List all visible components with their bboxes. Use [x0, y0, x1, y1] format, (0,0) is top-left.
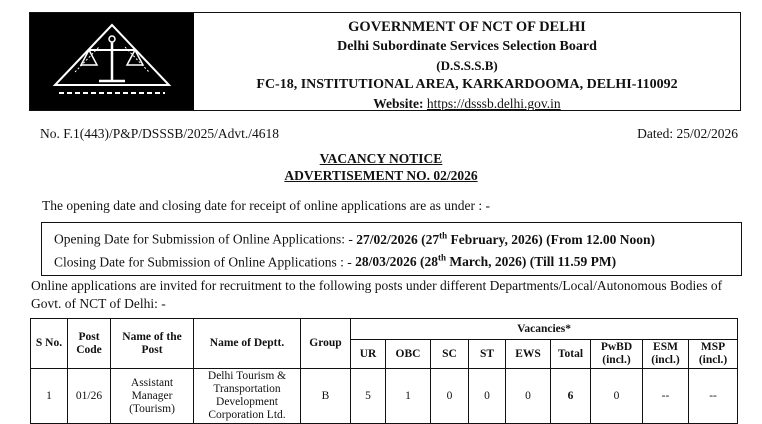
cell-post-name: Assistant Manager (Tourism)	[111, 369, 194, 424]
invitation-text: Online applications are invited for recruitment to the following posts under different Departments/Local/Autonomous Bodies of Govt. of NCT of Delhi: -	[31, 278, 723, 311]
col-header-vacancies: Vacancies*	[351, 319, 738, 340]
col-header-s-no: S No.	[31, 319, 68, 369]
cell-post-code: 01/26	[68, 369, 111, 424]
website-line	[194, 94, 740, 113]
board-title: Delhi Subordinate Services Selection Board	[337, 39, 597, 54]
col-header-ur: UR	[351, 340, 386, 369]
cell-esm: --	[643, 369, 689, 424]
closing-date-line: Closing Date for Submission of Online Applications : - 28/03/2026 (28th March, 2026) (Till 11.59 PM)	[54, 252, 617, 269]
letterhead-text	[194, 13, 740, 110]
cell-s-no: 1	[31, 369, 68, 424]
opening-date-line: Opening Date for Submission of Online Applications: - 27/02/2026 (27th February, 2026) (From 12.00 Noon)	[54, 230, 655, 247]
dated-label: Dated: 25/02/2026	[637, 126, 738, 141]
dsssb-logo	[30, 13, 194, 110]
col-header-esm: ESM (incl.)	[643, 340, 689, 369]
opening-date-label: Opening Date for Submission of Online Applications: -	[54, 231, 357, 247]
advertisement-number: ADVERTISEMENT NO. 02/2026	[284, 167, 478, 183]
letterhead	[29, 12, 741, 111]
col-header-ews: EWS	[506, 340, 551, 369]
notice-title: VACANCY NOTICE	[319, 151, 443, 166]
intro-text: The opening date and closing date for receipt of online applications are as under : -	[42, 198, 490, 213]
cell-obc: 1	[386, 369, 431, 424]
website-link[interactable]: https://dsssb.delhi.gov.in	[426, 96, 561, 111]
board-address: FC-18, INSTITUTIONAL AREA, KARKARDOOMA, DELHI-110092	[256, 77, 678, 92]
col-header-pwbd: PwBD (incl.)	[591, 340, 643, 369]
cell-ews: 0	[506, 369, 551, 424]
cell-pwbd: 0	[591, 369, 643, 424]
table-row	[31, 369, 738, 424]
scales-of-justice-icon	[37, 17, 187, 107]
closing-date-label: Closing Date for Submission of Online Applications : -	[54, 254, 356, 269]
application-dates-box	[41, 222, 742, 276]
website-label: Website:	[373, 96, 424, 111]
cell-msp: --	[689, 369, 738, 424]
notice-titles	[0, 151, 762, 184]
col-header-group: Group	[301, 319, 351, 369]
government-title: GOVERNMENT OF NCT OF DELHI	[348, 19, 586, 35]
reference-number: No. F.1(443)/P&P/DSSSB/2025/Advt./4618	[40, 126, 279, 141]
cell-group: B	[301, 369, 351, 424]
col-header-post-code: Post Code	[68, 319, 111, 369]
cell-total: 6	[551, 369, 591, 424]
cell-sc: 0	[431, 369, 469, 424]
board-abbreviation: (D.S.S.S.B)	[436, 58, 498, 73]
col-header-st: ST	[469, 340, 506, 369]
cell-department: Delhi Tourism & Transportation Development Corporation Ltd.	[194, 369, 301, 424]
cell-ur: 5	[351, 369, 386, 424]
col-header-msp: MSP (incl.)	[689, 340, 738, 369]
cell-st: 0	[469, 369, 506, 424]
vacancy-table	[30, 318, 738, 424]
col-header-obc: OBC	[386, 340, 431, 369]
col-header-post-name: Name of the Post	[111, 319, 194, 369]
col-header-deptt: Name of Deptt.	[194, 319, 301, 369]
reference-row	[40, 126, 738, 142]
col-header-sc: SC	[431, 340, 469, 369]
col-header-total: Total	[551, 340, 591, 369]
